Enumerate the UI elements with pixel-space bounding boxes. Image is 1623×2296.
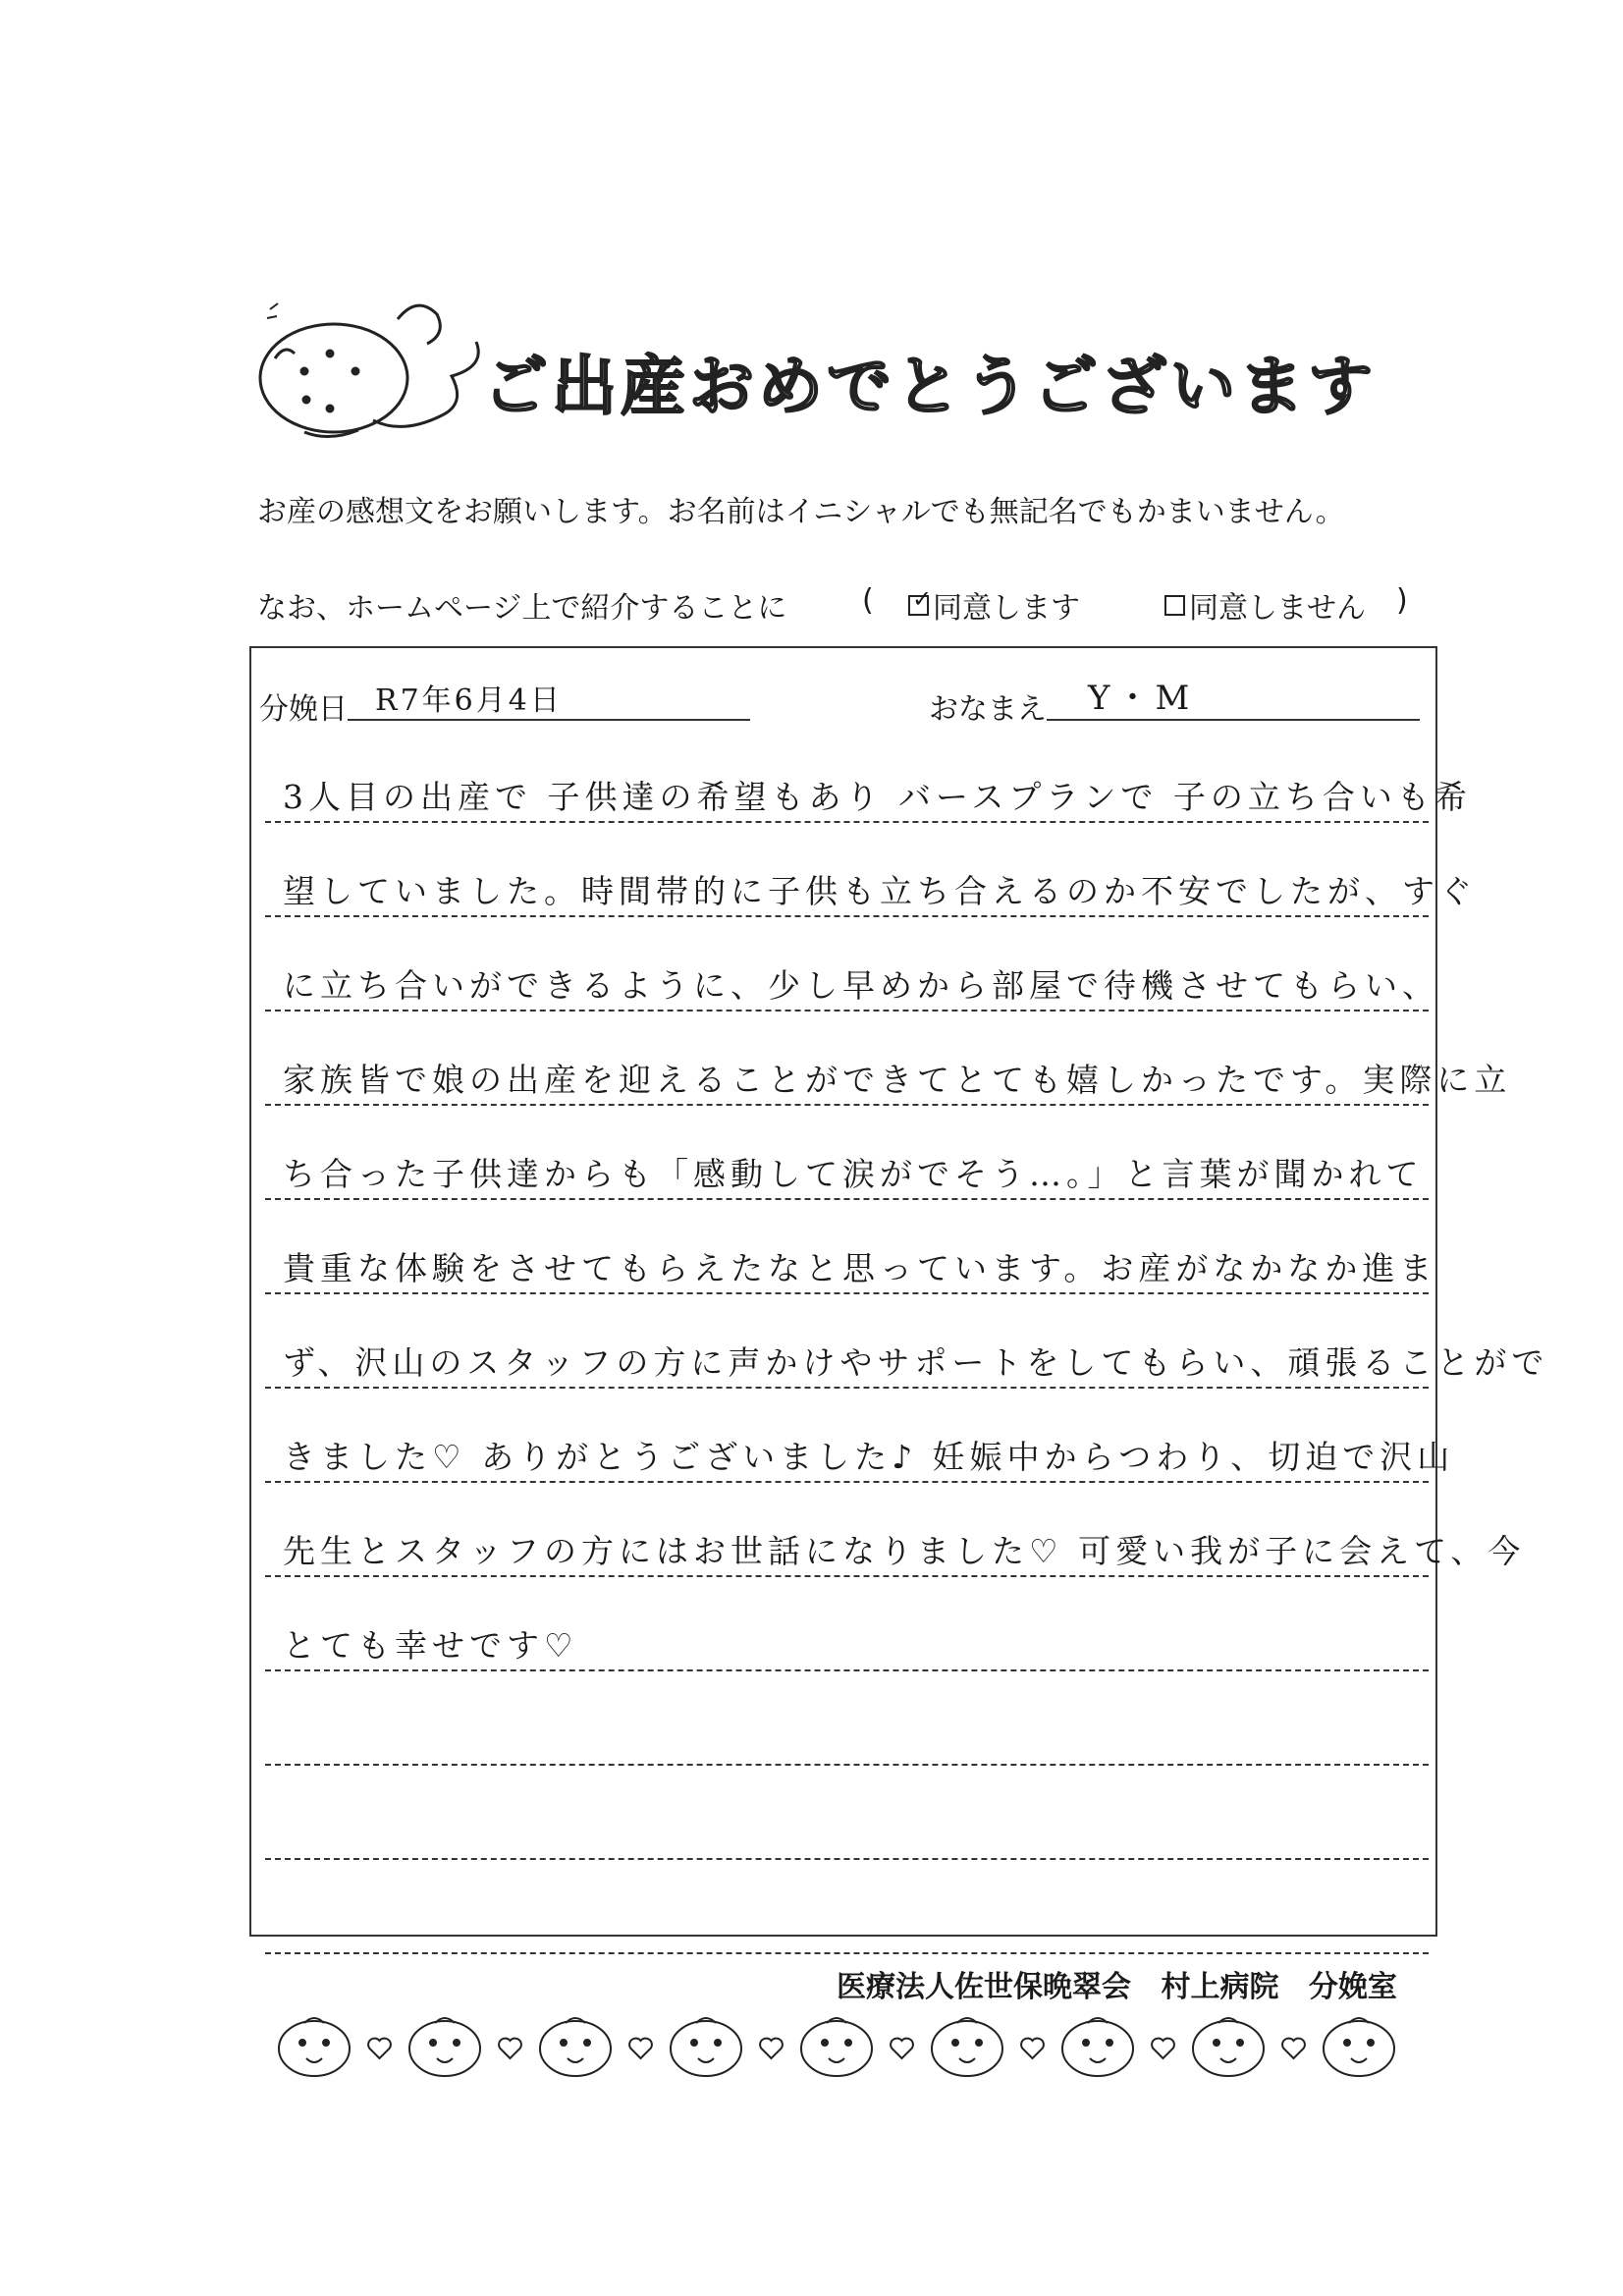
comment-line: に立ち合いができるように、少し早めから部屋で待機させてもらい、 bbox=[283, 966, 1439, 1005]
comment-line: きました♡ ありがとうございました♪ 妊娠中からつわり、切迫で沢山 bbox=[283, 1438, 1455, 1476]
dashed-rule bbox=[265, 1198, 1429, 1200]
agree-checkbox[interactable] bbox=[908, 585, 933, 616]
comment-line: 先生とスタッフの方にはお世話になりました♡ 可愛い我が子に会えて、今 bbox=[283, 1532, 1526, 1570]
consent-agree-option[interactable] bbox=[908, 583, 1080, 627]
consent-disagree-option[interactable] bbox=[1164, 583, 1366, 627]
heart-icon bbox=[368, 2039, 391, 2058]
consent-disagree-label: 同意しません bbox=[1189, 591, 1366, 626]
dashed-rule bbox=[265, 1292, 1429, 1294]
comment-form bbox=[249, 646, 1549, 1937]
name-field[interactable]: Y・M bbox=[1088, 679, 1196, 718]
name-label: おなまえ bbox=[929, 692, 1047, 727]
check-icon: ✓ bbox=[912, 585, 933, 613]
baby-face-icon bbox=[671, 2018, 741, 2076]
consent-bracket-close: ) bbox=[1396, 583, 1408, 618]
comment-line: ち合った子供達からも「感動して涙がでそう…。」と言葉が聞かれて bbox=[283, 1155, 1424, 1193]
heart-icon bbox=[629, 2039, 652, 2058]
comment-line: ず、沢山のスタッフの方に声かけやサポートをしてもらい、頑張ることがで bbox=[283, 1343, 1549, 1382]
dashed-rule bbox=[265, 1764, 1429, 1766]
delivery-date-label: 分娩日 bbox=[259, 692, 348, 727]
comment-line: 3人目の出産で 子供達の希望もあり バースプランで 子の立ち合いも希 bbox=[283, 778, 1472, 816]
comment-line: 望していました。時間帯的に子供も立ち合えるのか不安でしたが、すぐ bbox=[283, 872, 1477, 910]
heart-icon bbox=[1152, 2039, 1174, 2058]
heart-icon bbox=[1282, 2039, 1305, 2058]
dashed-rule bbox=[265, 1387, 1429, 1389]
baby-face-icon bbox=[1062, 2018, 1133, 2076]
dashed-rule bbox=[265, 1104, 1429, 1106]
comment-line: 貴重な体験をさせてもらえたなと思っています。お産がなかなか進ま bbox=[283, 1249, 1437, 1287]
baby-face-icon bbox=[1193, 2018, 1264, 2076]
name-underline bbox=[1047, 719, 1420, 721]
baby-face-icon bbox=[409, 2018, 480, 2076]
delivery-date-underline bbox=[348, 719, 750, 721]
consent-bracket-open: ( bbox=[862, 583, 874, 618]
baby-face-icon bbox=[260, 305, 478, 436]
baby-face-icon bbox=[801, 2018, 872, 2076]
hospital-name: 医療法人佐世保晩翠会 村上病院 分娩室 bbox=[837, 1970, 1397, 2004]
dashed-rule bbox=[265, 915, 1429, 917]
delivery-date-field[interactable]: R7年6月4日 bbox=[375, 683, 563, 718]
dashed-rule bbox=[265, 1010, 1429, 1011]
disagree-checkbox[interactable] bbox=[1164, 595, 1185, 616]
baby-face-icon bbox=[1324, 2018, 1394, 2076]
comment-line: とても幸せです♡ bbox=[283, 1626, 578, 1665]
baby-face-border bbox=[275, 2007, 1434, 2086]
rattle-icon bbox=[267, 303, 278, 318]
intro-text: お産の感想文をお願いします。お名前はイニシャルでも無記名でもかまいません。 bbox=[257, 495, 1345, 529]
dashed-rule bbox=[265, 1575, 1429, 1577]
consent-question: なお、ホームページ上で紹介することに bbox=[257, 591, 787, 626]
baby-face-icon bbox=[932, 2018, 1002, 2076]
baby-face-icon bbox=[279, 2018, 350, 2076]
consent-agree-label: 同意します bbox=[933, 591, 1080, 626]
dashed-rule bbox=[265, 1952, 1429, 1954]
heart-icon bbox=[1021, 2039, 1044, 2058]
dashed-rule bbox=[265, 1669, 1429, 1671]
page-title: ご出産おめでとうございます bbox=[483, 349, 1377, 424]
heart-icon bbox=[499, 2039, 521, 2058]
heart-icon bbox=[891, 2039, 913, 2058]
comment-line: 家族皆で娘の出産を迎えることができてとても嬉しかったです。実際に立 bbox=[283, 1061, 1512, 1099]
dashed-rule bbox=[265, 1481, 1429, 1483]
dashed-rule bbox=[265, 821, 1429, 823]
heart-icon bbox=[760, 2039, 783, 2058]
baby-face-icon bbox=[540, 2018, 611, 2076]
dashed-rule bbox=[265, 1858, 1429, 1860]
